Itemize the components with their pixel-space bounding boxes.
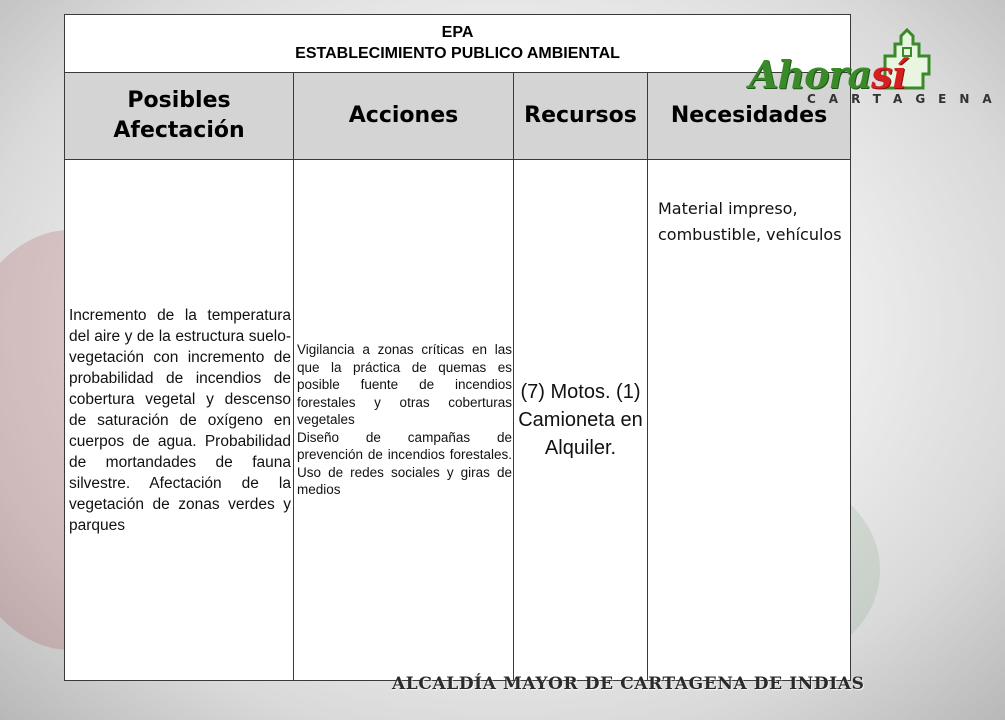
column-header-affect: Posibles Afectación	[65, 73, 294, 160]
cell-actions	[294, 160, 514, 681]
cell-resources: (7) Motos. (1) Camioneta en Alquiler.	[514, 160, 648, 681]
action-surveillance: Vigilancia a zonas críticas en las que la práctica de quemas es posible fuente de incendios forestales y otras coberturas vegetales	[297, 342, 512, 428]
logo-word-accent: sí	[871, 52, 905, 97]
logo-word-main: Ahora	[749, 52, 872, 97]
footer-institution: ALCALDÍA MAYOR DE CARTAGENA DE INDIAS	[392, 674, 865, 694]
action-campaigns: Diseño de campañas de prevención de incendios forestales. Uso de redes sociales y giras de medios	[297, 429, 512, 498]
logo-wordmark	[749, 52, 905, 97]
column-header-resources: Recursos	[514, 73, 648, 160]
risk-actions-table	[64, 14, 851, 681]
table-title-line1: EPA	[441, 23, 474, 41]
table-title-line2: ESTABLECIMIENTO PUBLICO AMBIENTAL	[295, 44, 620, 62]
table-row	[65, 160, 851, 681]
cell-affect: Incremento de la temperatura del aire y de la estructura suelo-vegetación con incremento de probabilidad de incendios de cobertura vegetal y descenso de saturación de oxígeno en cuerpos de agua. Probabilidad de mortandades de fauna silvestre. Afectación de la vegetación de zonas verdes y parques	[65, 160, 294, 681]
logo-city: CARTAGENA	[807, 92, 1005, 106]
ahora-si-cartagena-logo	[745, 22, 1005, 122]
cell-needs: Material impreso, combustible, vehículos	[648, 160, 851, 681]
column-header-actions: Acciones	[294, 73, 514, 160]
table-title	[65, 15, 851, 73]
column-header-needs: Necesidades	[648, 73, 851, 160]
